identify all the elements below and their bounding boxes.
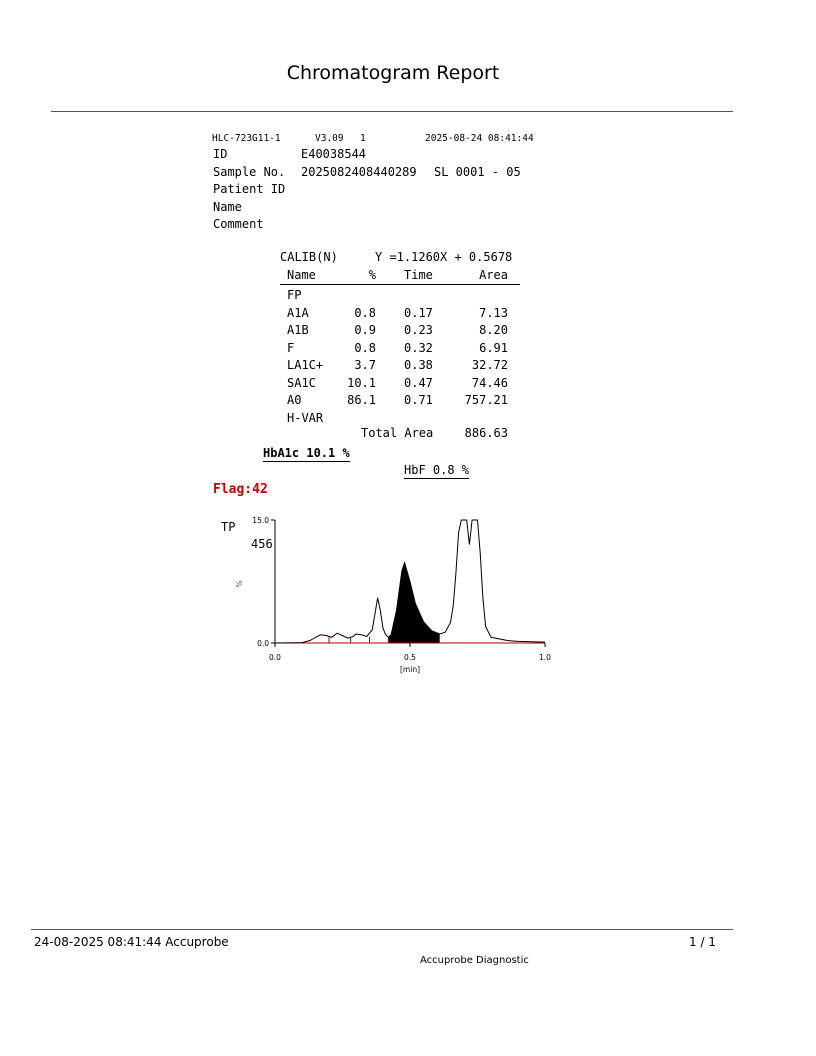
sample-label: Sample No. xyxy=(213,164,286,179)
time-cell: 0.23 xyxy=(404,323,433,337)
results-table xyxy=(280,267,520,447)
instrument-version: V3.09 xyxy=(315,133,344,144)
pct-cell: 10.1 xyxy=(347,375,376,390)
table-row xyxy=(280,410,520,427)
name-cell: LA1C+ xyxy=(287,358,324,372)
hba1c-result: HbA1c 10.1 % xyxy=(263,446,350,460)
name-cell: SA1C xyxy=(287,375,316,390)
sa1c-shaded-peak xyxy=(388,563,439,643)
total-value: 886.63 xyxy=(464,426,508,440)
calib-equation: Y =1.1260X + 0.5678 xyxy=(375,250,513,264)
report-title: Chromatogram Report xyxy=(286,62,500,84)
x-tick-label: 1.0 xyxy=(539,653,551,662)
area-cell: 8.20 xyxy=(479,323,508,337)
name-label: Name xyxy=(213,199,242,214)
footer-page-number: 1 / 1 xyxy=(689,935,716,949)
total-row xyxy=(280,425,520,442)
y-tick-label: 15.0 xyxy=(252,516,269,525)
header-pct: % xyxy=(368,268,376,282)
tp-value: 456 xyxy=(251,537,273,551)
tp-label: TP xyxy=(221,519,236,534)
id-value: E40038544 xyxy=(301,147,367,161)
instrument-model: HLC-723G11-1 xyxy=(212,133,281,144)
y-axis-label: % xyxy=(234,580,243,588)
y-tick-label: 0.0 xyxy=(257,639,269,648)
table-row xyxy=(280,287,520,304)
name-cell: FP xyxy=(287,288,302,302)
table-row xyxy=(280,305,520,322)
table-row xyxy=(280,340,520,357)
table-row xyxy=(280,357,520,374)
name-cell: A1B xyxy=(287,323,309,337)
name-cell: F xyxy=(287,340,295,355)
calibration-line xyxy=(280,249,520,267)
patient-id-label: Patient ID xyxy=(213,182,286,196)
instrument-unit: 1 xyxy=(360,133,366,144)
x-tick-label: 0.5 xyxy=(404,653,416,662)
chromatogram-trace xyxy=(275,520,545,643)
pct-cell: 0.8 xyxy=(354,340,376,355)
header-area: Area xyxy=(479,268,508,282)
area-cell: 757.21 xyxy=(464,393,508,407)
header-time: Time xyxy=(404,268,433,282)
area-cell: 32.72 xyxy=(471,358,508,372)
name-cell: A0 xyxy=(287,393,302,407)
footer-divider xyxy=(31,929,733,930)
area-cell: 74.46 xyxy=(471,375,508,390)
name-cell: H-VAR xyxy=(287,410,324,425)
id-label: ID xyxy=(213,147,228,161)
area-cell: 6.91 xyxy=(479,340,508,355)
comment-label: Comment xyxy=(213,217,264,231)
hbf-result: HbF 0.8 % xyxy=(404,463,470,477)
calib-label: CALIB(N) xyxy=(280,250,338,264)
instrument-datetime: 2025-08-24 08:41:44 xyxy=(425,133,534,144)
time-cell: 0.32 xyxy=(404,340,433,355)
table-row xyxy=(280,322,520,339)
pct-cell: 0.9 xyxy=(354,323,376,337)
total-label: Total Area xyxy=(361,426,434,440)
header-name: Name xyxy=(287,268,316,282)
name-cell: A1A xyxy=(287,305,309,320)
pct-cell: 3.7 xyxy=(354,358,376,372)
x-axis-label: [min] xyxy=(400,665,420,674)
sample-value: 2025082408440289 xyxy=(301,164,417,179)
time-cell: 0.71 xyxy=(404,393,433,407)
sample-info xyxy=(213,146,543,236)
time-cell: 0.17 xyxy=(404,305,433,320)
table-row xyxy=(280,392,520,409)
header-divider xyxy=(51,111,733,112)
time-cell: 0.47 xyxy=(404,375,433,390)
pct-cell: 86.1 xyxy=(347,393,376,407)
area-cell: 7.13 xyxy=(479,305,508,320)
footer-lab-name: Accuprobe Diagnostic xyxy=(420,955,529,966)
flag-label: Flag:42 xyxy=(213,482,268,497)
sl-value: SL 0001 - 05 xyxy=(434,164,521,179)
footer-datetime-source: 24-08-2025 08:41:44 Accuprobe xyxy=(34,935,229,949)
time-cell: 0.38 xyxy=(404,358,433,372)
x-tick-label: 0.0 xyxy=(269,653,281,662)
table-header xyxy=(280,267,520,285)
table-row xyxy=(280,375,520,392)
instrument-line xyxy=(212,130,552,144)
pct-cell: 0.8 xyxy=(354,305,376,320)
